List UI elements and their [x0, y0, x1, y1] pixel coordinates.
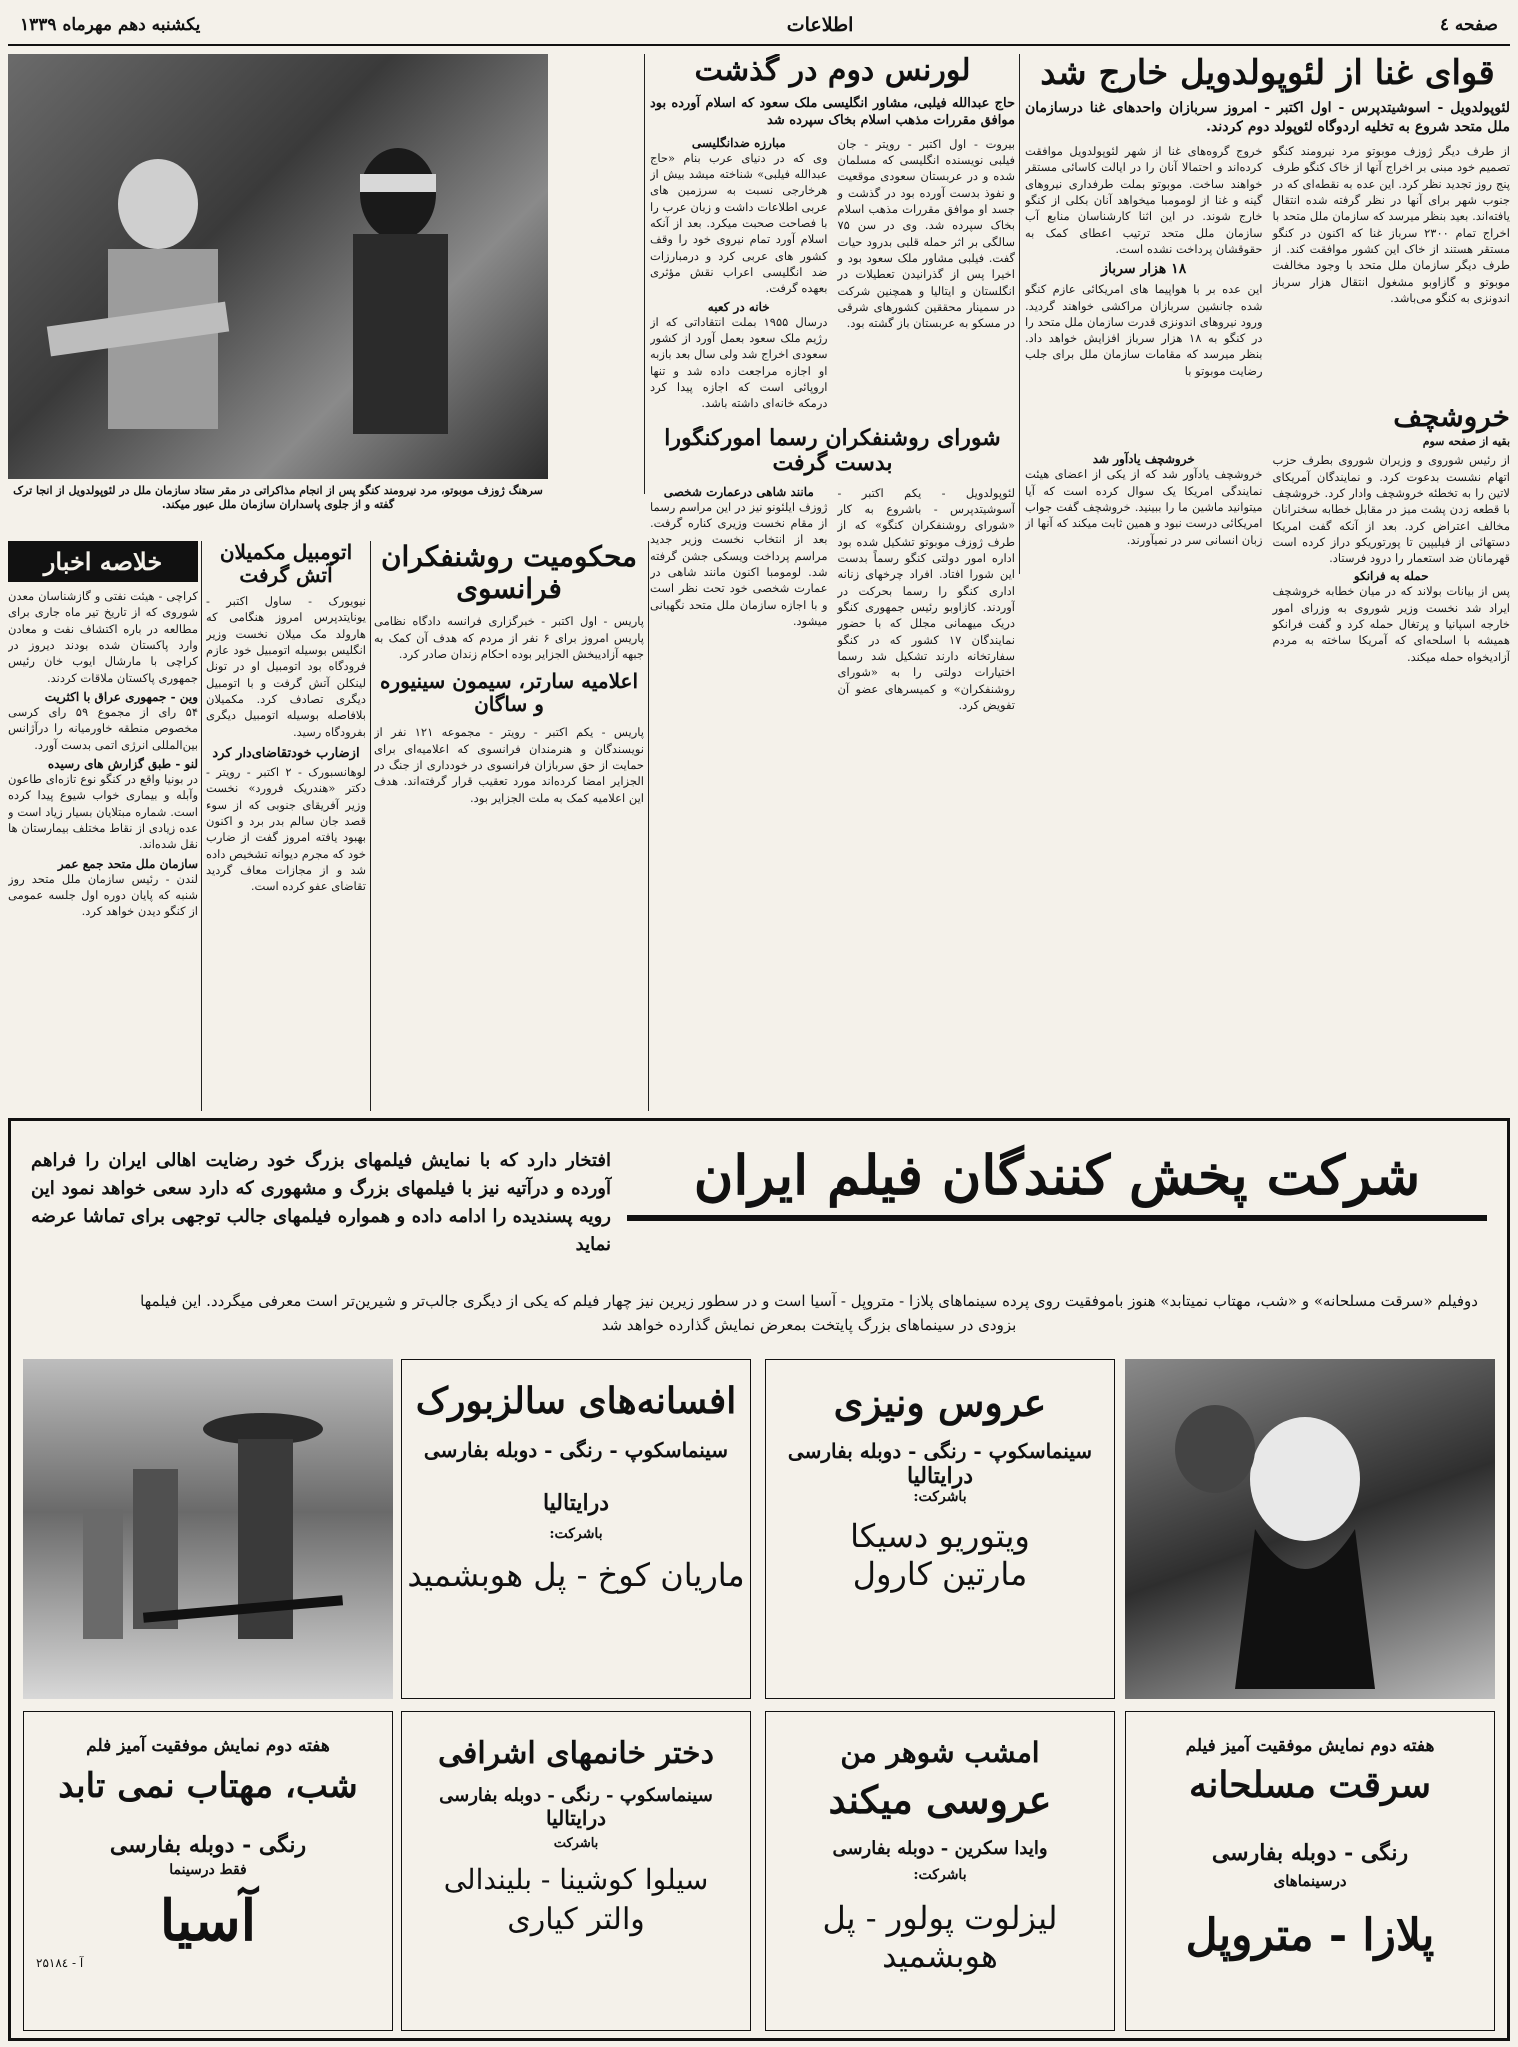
venice-with: باشرکت:	[913, 1489, 967, 1505]
aristocrat-with: باشرکت	[553, 1836, 599, 1851]
lead-deck: لئوپولدویل - اسوشیتدپرس - اول اکتبر - امروز سربازان واحدهای غنا درسازمان ملل متحد شروع به تخلیه اردوگاه لئوپولد دوم کردند.	[1025, 100, 1510, 135]
intellectuals-story	[650, 426, 1015, 1111]
lawrence-subhead: مبارزه ضدانگلیسی	[691, 135, 786, 150]
sartre-subhead: اعلامیه سارتر، سیمون سینیوره و ساگان	[379, 669, 639, 717]
film-salzburg-image	[23, 1359, 393, 1699]
lawrence-body2: وی که در دنیای عرب بنام «حاج عبدالله فیلبی» شناخته میشد بیش از هرخارجی نسبت به سرزمین های عربی اطلاعات داشت و زبان عرب را با فصاحت صحبت میکرد. بعد از آنکه اسلام آورد تمام نیروی خود را وقف کشور های عربی کرد و درمبارزات ضد انگلیسی اعراب نقش مؤثری بعهده گرفت.	[650, 150, 828, 296]
page-number: صفحه ٤	[1439, 15, 1498, 35]
robbery-in: درسینماهای	[1273, 1872, 1347, 1890]
salzburg-title: افسانه‌های سالزبورک	[415, 1380, 737, 1422]
lead-body3: این عده بر با هواپیما های امریکائی عازم کنگو شده جانشین سربازان مراکشی خواهند گردید. ورود نیروهای اندونزی قدرت سازمان ملل متحد را در کنگو به ۱۸ هزار سرباز افزایش خواهد داد. بنظر میرسد که مقامات سازمان ملل برای جلب رضایت موبوتو با	[1025, 282, 1263, 378]
lead-story	[1025, 54, 1510, 394]
salzburg-illustration	[23, 1359, 393, 1699]
khrushchev-body: از رئیس شوروی و وزیران شوروی بطرف حزب اتهام نشست بدعوت کرد. و نمایندگان آمریکای لاتین را به تخطئه خروشچف وادار کرد. خروشچف با قطعه زدن پشت میز در مقابل خطابه سخنرانان مخالف اعتراض کرد. بعد از آنکه گفت امریکا دستهائی از فیلیپین تا پورتوریکو دراز کرده است قهرمانان ضد استعمار را درود فرستاد.	[1272, 453, 1510, 566]
film-venice-image	[1125, 1359, 1495, 1699]
robbery-format: رنگی - دوبله بفارسی	[1211, 1840, 1409, 1866]
mobutu-photo	[8, 54, 548, 479]
news-roundup	[8, 541, 198, 1111]
roundup-body: کراچی - هیئت نفتی و گازشناسان معدن شوروی که از تاریخ تیر ماه جاری برای مطالعه در باره اکتشاف نفت و معادن وارد پاکستان شده بودند دیروز در کراچی با مارشال ایوب خان رئیس جمهوری پاکستان ملاقات کردند.	[8, 589, 198, 685]
khrushchev-headline: خروشچف	[1393, 401, 1510, 433]
husband-with: باشرکت:	[913, 1867, 967, 1883]
company-name: شرکت پخش کنندگان فیلم ایران	[627, 1143, 1487, 1221]
husband-title2: عروسی میکند	[828, 1777, 1052, 1822]
mcmillan-story	[206, 541, 366, 1111]
husband-format: وایدا سکرین - دوبله بفارسی	[832, 1838, 1048, 1859]
khrushchev-continued: بقیه از صفحه سوم	[1422, 435, 1510, 449]
salzburg-origin: درایتالیا	[542, 1490, 610, 1516]
film-aristocrat-box	[401, 1711, 751, 2031]
paper-name: اطلاعات	[786, 14, 854, 36]
lawrence-body3: درسال ۱۹۵۵ بملت انتقاداتی که از رژیم ملک سعود بعمل آورد از کشور سعودی اخراج شد ولی سال بعد بازبه او اجازه مراجعت داده شد و تنها اروپائی است که اجازه پیدا کرد درمکه خانه‌ای داشته باشد.	[650, 314, 828, 411]
venice-title: عروس ونیزی	[833, 1380, 1047, 1425]
aristocrat-cast2: والتر کیاری	[507, 1902, 645, 1937]
intellectuals-subhead: مانند شاهی درعمارت شخصی	[663, 484, 814, 499]
lead-body2: خروج گروه‌های غنا از شهر لئوپولدویل موافقت کرده‌اند و احتمالا آنان را در ایالت کاسائی مستقر خواهند ساخت. موبوتو بملت طرفداری نیروهای گینه و غنا از لومومبا میخواهد آنان بکلی از کنگو خارج شوند. در این اثنا کارشناسان منابع آب سازمان ملل متحد ترتیب اعطای کمک به حقوقشان پرداخت نشده است.	[1025, 143, 1263, 256]
khrushchev-body2: پس از بیانات بولاند که در میان خطابه خروشچف ایراد شد نخست وزیر شوروی به وزرای امور خارجه اسپانیا و پرتغال حمله کرد و گفت فرانکو همیشه با اسلحه‌ای که آمریکا ساخته به مردم آزادیخواه حمله میکند.	[1272, 584, 1510, 664]
lead-subhead: ۱۸ هزار سرباز	[1101, 261, 1187, 278]
aristocrat-format: سینماسکوپ - رنگی - دوبله بفارسی	[439, 1785, 713, 1806]
film-husband-box	[765, 1711, 1115, 2031]
issue-date: یکشنبه دهم مهرماه ۱۳۳۹	[20, 15, 201, 35]
intellectuals-body: لئوپولدویل - یکم اکتبر - آسوشیتدپرس - باشروع به کار «شورای روشنفکران کنگو» که از طرف ژوزف موبوتو تشکیل شده بود اداره امور دولتی کنگو رسماً بدست این شورا افتاد. افراد چرخهای زنانه اداری کنگو را رسما بحرکت در آوردند. کازاوبو رئیس جمهوری کنگو دریک میهمانی مجلل که با حضور نمایندگان ۱۷ کشور که در کنگو سفارتخانه دارند تشکیل شد رسما اختیارات دولتی را به «شورای روشنفکران» و کمیسرهای عضو آن تفویض کرد.	[837, 485, 1015, 712]
khrushchev-body3: خروشچف یادآور شد که از یکی از اعضای هیئت نمایندگی امریکا یک سوال کرده است که آیا میتوانید ماشین ما را ببینید. خروشچف گفت جواب امریکائی درست نبود و همین ثابت میکند که آنها از زبان انسانی سر در نمیآورند.	[1025, 467, 1263, 547]
divider	[370, 541, 371, 1111]
moon-only: فقط درسینما	[169, 1862, 247, 1878]
lawrence-story	[650, 54, 1015, 419]
venice-cast2: مارتین کارول	[852, 1555, 1028, 1593]
mcmillan-body2: لوهانسبورک - ۲ اکتبر - رویتر - دکتر «هندریک فرورد» نخست وزیر آفریقای جنوبی که از سوء قصد جان سالم بدر برد و اکنون بهبود یافته امروز گفت از ضارب خود که مجرم دیوانه تشخیص داده شد و از مجازات معاف گردید تقاضای عفو کرده است.	[206, 764, 366, 894]
roundup-subhead3: سازمان ملل متحد جمع عمر	[57, 856, 198, 871]
film-salzburg-box	[401, 1359, 751, 1699]
photo-caption: سرهنگ ژوزف موبوتو، مرد نیرومند کنگو پس از انجام مذاکراتی در مقر ستاد سازمان ملل در لئوپولدویل از انجا ترک گفته و از جلوی پاسداران سازمان ملل عبور میکند.	[13, 484, 543, 512]
aristocrat-origin: درایتالیا	[545, 1806, 607, 1830]
roundup-body3: در بونیا واقع در کنگو نوع تازه‌ای طاعون وآبله و بیماری خواب شیوع پیدا کرده است. شماره مبتلایان بسیار زیاد است و عده زیادی از نقاط مختلف بیمارستان ها نقل شده‌اند.	[8, 771, 198, 852]
aristocrat-cast1: سیلوا کوشینا - بلیندالی	[443, 1863, 709, 1896]
film-moon-box	[23, 1711, 393, 2031]
robbery-cinemas: پلازا - متروپل	[1185, 1910, 1435, 1961]
divider	[1019, 54, 1020, 574]
robbery-week: هفته دوم نمایش موفقیت آمیز فیلم	[1185, 1736, 1435, 1756]
mcmillan-headline: اتومبیل مکمیلان آتش گرفت	[219, 541, 353, 587]
moon-title: شب، مهتاب نمی تابد	[58, 1766, 358, 1806]
venice-origin: درایتالیا	[906, 1463, 974, 1489]
sartre-body: پاریس - اول اکتبر - خبرگزاری فرانسه دادگاه نظامی پاریس امروز برای ۶ نفر از مردم که هدف آن کمک به جبهه آزادیبخش الجزایر بوده احکام زندان صادر کرد.	[374, 614, 644, 662]
venice-cast1: ویتوریو دسیکا	[850, 1517, 1030, 1555]
mcmillan-subhead: ازضارب خودتقاضای‌دار کرد	[212, 745, 360, 761]
mcmillan-body: نیویورک - ساول اکتبر - یونایتدپرس امروز هنگامی که هارولد مک میلان نخست وزیر انگلیس بوسیله اتومبیل خود عازم فرودگاه بود اتومبیل او در تونل لینکلن آتش گرفت و با اتومبیل دیگری تصادف کرد. مکمیلان بلافاصله بوسیله اتومبیل دیگری بفرودگاه رسید.	[206, 594, 366, 739]
moon-week: هفته دوم نمایش موفقیت آمیز فلم	[86, 1736, 330, 1756]
lawrence-headline: لورنس دوم در گذشت	[694, 54, 971, 88]
roundup-body4: لندن - رئیس سازمان ملل متحد روز شنبه که پایان دوره اول جلسه عمومی از کنگو دیدن خواهد کرد.	[8, 871, 198, 919]
robbery-title: سرقت مسلحانه	[1189, 1764, 1431, 1806]
aristocrat-title: دختر خانمهای اشرافی	[438, 1736, 714, 1771]
roundup-subhead: وین - جمهوری عراق با اکثریت	[44, 689, 198, 704]
husband-cast: لیزلوت پولور - پل هوبشمید	[822, 1899, 1058, 1975]
intellectuals-body2: ژوزف ایلئونو نیز در این مراسم رسما از مقام نخست وزیری کناره گرفت. بعد از انتخاب نخست وزیر جدید مراسم پرداخت ویسکی جشن گرفته شد. لومومبا اکنون مانند شاهی در عمارت شخصی خود تحت نظر است و با اجازه سازمان ملل متحد نگهبانی میشود.	[650, 499, 828, 628]
film-venice-box	[765, 1359, 1115, 1699]
intellectuals-headline: شورای روشنفکران رسما امورکنگورا بدست گرفت	[664, 426, 1001, 477]
salzburg-with: باشرکت:	[549, 1526, 603, 1542]
company-tagline: افتخار دارد که با نمایش فیلمهای بزرگ خود رضایت اهالی ایران را فراهم آورده و درآتیه نیز با فیلمهای بزرگ و مشهوری که دارد سعی خواهد نمود این رویه پسندیده را ادامه داده و همواره فیلمهای جالب توجهی برای تماشا عرضه نماید	[31, 1150, 611, 1255]
lawrence-body: بیروت - اول اکتبر - رویتر - جان فیلبی نویسنده انگلیسی که مسلمان شده و در عربستان سعودی موقعیت و نفوذ بدست آورده بود در گذشت و جسد او موافق مقررات مذهب اسلام بخاک سپرده شد. وی در سن ۷۵ سالگی بر اثر حمله قلبی بدرود حیات گفت. فیلبی مشاور ملک سعود بود و اخیرا پس از گذرانیدن تعطیلات در انگلستان و ایتالیا و همچنین شرکت در سمینار محققین کشورهای شرقی در مسکو به عربستان باز گشته بود.	[837, 136, 1015, 331]
film-robbery-box	[1125, 1711, 1495, 2031]
sartre-headline: محکومیت روشنفکران فرانسوی	[380, 541, 638, 606]
sartre-story	[374, 541, 644, 1111]
photo-figures	[8, 54, 548, 479]
khrushchev-story	[1025, 401, 1510, 1111]
venice-format: سینماسکوپ - رنگی - دوبله بفارسی	[787, 1439, 1093, 1463]
company-announcement: دوفیلم «سرقت مسلحانه» و «شب، مهتاب نمیتابد» هنوز باموفقیت روی پرده سینماهای پلازا - متروپل - آسیا است و در سطور زیرین نیز چهار فیلم که یکی از دیگری جالب‌تر و شیرین‌تر است معرفی میگردد. این فیلمها بزودی در سینماهای بزرگ پایتخت بمعرض نمایش گذارده خواهد شد	[140, 1292, 1478, 1334]
lead-body: از طرف دیگر ژوزف موبوتو مرد نیرومند کنگو تصمیم خود مبنی بر اخراج آنها از خاک کنگو طرف پنج روز تجدید نظر کرد. این عده به نقطه‌ای که در جنوب شهر برای آنها در نظر گرفته شده انتقال یافته‌اند. بعید بنظر میرسد که سازمان ملل متحد با اخراج تمام ۲۳۰۰ سرباز غنا که اکنون در کنگو مستقر هستند از خاک این کشور موافقت کند. از طرف دیگر سازمان ملل متحد با وجود مخالفت موبوتو و گازاوبو مشغول انتقال هزار سرباز اندونزی به کنگو می‌باشد.	[1272, 143, 1510, 305]
moon-code: آ - ۲۵۱۸٤	[36, 1956, 84, 1970]
moon-cinema: آسیا	[159, 1888, 257, 1954]
lawrence-subhead2: خانه در کعبه	[707, 299, 770, 314]
roundup-subhead2: لنو - طبق گزارش های رسیده	[47, 756, 198, 771]
khrushchev-subhead2: خروشچف یادآور شد	[1092, 452, 1195, 467]
lead-headline: قوای غنا از لئوپولدویل خارج شد	[1040, 54, 1495, 93]
sartre-body2: پاریس - یکم اکتبر - رویتر - مجموعه ۱۲۱ نفر از نویسندگان و هنرمندان فرانسوی که اعلامیه‌ای برای حمایت از حق سربازان فرانسوی در خودداری از جنگ در الجزایر امضا کرده‌اند مورد تعقیب قرار گرفته‌اند. هدف این اعلامیه کمک به ملت الجزایر بود.	[374, 725, 644, 805]
roundup-body2: ۵۴ رای از مجموع ۵۹ رای کرسی مخصوص منطقه خاورمیانه را درآژانس بین‌المللی انرژی اتمی بدست آورد.	[8, 704, 198, 752]
divider	[644, 54, 645, 494]
divider	[201, 541, 202, 1111]
masthead	[8, 6, 1510, 46]
husband-title1: امشب شوهر من	[840, 1736, 1040, 1769]
venice-illustration	[1125, 1359, 1495, 1699]
roundup-title: خلاصه اخبار	[8, 541, 198, 582]
salzburg-cast: ماریان کوخ - پل هوبشمید	[407, 1556, 745, 1594]
divider	[648, 541, 649, 1111]
moon-format: رنگی - دوبله بفارسی	[109, 1832, 307, 1858]
film-company-ad	[8, 1118, 1510, 2041]
salzburg-format: سینماسکوپ - رنگی - دوبله بفارسی	[423, 1438, 729, 1462]
newspaper-page	[8, 6, 1510, 2041]
khrushchev-subhead: حمله به فرانکو	[1353, 569, 1429, 584]
lawrence-deck: حاج عبدالله فیلبی، مشاور انگلیسی ملک سعود که اسلام آورده بود موافق مقررات مذهب اسلام بخاک سپرده شد	[650, 95, 1015, 129]
